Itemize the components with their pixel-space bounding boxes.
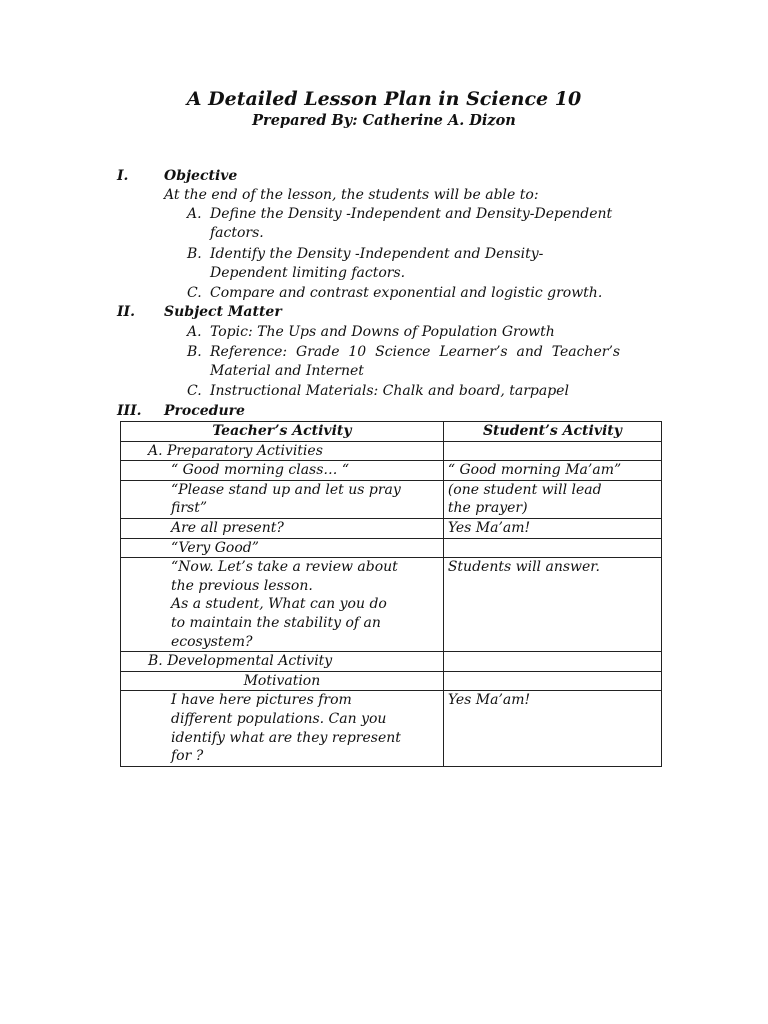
subject-item-line: Reference: Grade 10 Science Learner’s and Teacher’s — [210, 344, 621, 360]
section-heading-subject-matter: Subject Matter — [164, 304, 282, 320]
table-row — [121, 441, 662, 461]
prepared-by: Prepared By: Catherine A. Dizon — [252, 112, 516, 129]
document-title: A Detailed Lesson Plan in Science 10 — [186, 88, 582, 110]
table-header-row — [121, 422, 662, 442]
section-numeral: III. — [117, 403, 142, 419]
student-line: Students will answer. — [447, 559, 600, 576]
table-row — [121, 480, 662, 518]
list-letter: C. — [187, 285, 202, 301]
empty-cell — [443, 671, 661, 691]
student-cell — [443, 480, 661, 518]
empty-cell — [443, 441, 661, 461]
student-activity-header: Student’s Activity — [443, 422, 661, 442]
teacher-cell — [121, 538, 444, 558]
teacher-line: for ? — [171, 748, 204, 765]
table-row — [121, 518, 662, 538]
student-cell — [443, 558, 661, 652]
section-numeral: II. — [117, 304, 135, 320]
objective-item-line: Dependent limiting factors. — [210, 265, 406, 281]
list-letter: C. — [187, 383, 202, 399]
student-line: Yes Ma’am! — [447, 692, 531, 709]
teacher-line: Are all present? — [171, 519, 284, 536]
subject-item-line: Topic: The Ups and Downs of Population Growth — [210, 324, 555, 340]
list-letter: A. — [187, 324, 202, 340]
developmental-activity-label: B. Developmental Activity — [121, 652, 444, 672]
list-letter: B. — [187, 246, 202, 262]
teacher-line: “Very Good” — [171, 539, 259, 556]
section-numeral: I. — [117, 168, 129, 184]
teacher-line: different populations. Can you — [171, 710, 387, 727]
list-letter: A. — [187, 206, 202, 222]
table-row — [121, 691, 662, 766]
table-row — [121, 461, 662, 481]
objective-item-line: Identify the Density -Independent and Density- — [210, 246, 544, 262]
teacher-cell — [121, 518, 444, 538]
table-row — [121, 652, 662, 672]
section-heading-objective: Objective — [164, 168, 238, 184]
list-letter: B. — [187, 344, 202, 360]
procedure-table — [120, 421, 662, 767]
teacher-line: the previous lesson. — [171, 577, 313, 594]
student-line: (one student will lead — [447, 481, 602, 498]
objective-item-line: Define the Density -Independent and Density-Dependent — [210, 206, 613, 222]
student-cell — [443, 691, 661, 766]
table-row — [121, 558, 662, 652]
teacher-cell — [121, 691, 444, 766]
objective-intro: At the end of the lesson, the students will be able to: — [164, 187, 539, 203]
teacher-line: ecosystem? — [171, 633, 253, 650]
preparatory-activities-label: A. Preparatory Activities — [121, 441, 444, 461]
motivation-label: Motivation — [121, 671, 444, 691]
student-cell — [443, 518, 661, 538]
empty-cell — [443, 652, 661, 672]
section-heading-procedure: Procedure — [164, 403, 245, 419]
teacher-cell — [121, 558, 444, 652]
subject-item-line: Instructional Materials: Chalk and board, tarpapel — [210, 383, 569, 399]
table-row — [121, 538, 662, 558]
objective-item-line: factors. — [210, 225, 264, 241]
subject-item-line: Material and Internet — [210, 363, 364, 379]
teacher-cell — [121, 461, 444, 481]
objective-item-line: Compare and contrast exponential and logistic growth. — [210, 285, 603, 301]
teacher-line: “Now. Let’s take a review about — [171, 559, 398, 576]
teacher-line: “Please stand up and let us pray — [171, 481, 401, 498]
teacher-line: first” — [171, 500, 207, 517]
student-cell — [443, 538, 661, 558]
teacher-cell — [121, 480, 444, 518]
student-cell — [443, 461, 661, 481]
table-row — [121, 671, 662, 691]
teacher-line: identify what are they represent — [171, 729, 401, 746]
student-line: “ Good morning Ma’am” — [447, 462, 622, 479]
teacher-line: “ Good morning class… “ — [171, 462, 350, 479]
student-line: the prayer) — [447, 500, 528, 517]
teacher-activity-header: Teacher’s Activity — [121, 422, 444, 442]
student-line: Yes Ma’am! — [447, 519, 531, 536]
teacher-line: to maintain the stability of an — [171, 614, 381, 631]
teacher-line: I have here pictures from — [171, 692, 352, 709]
teacher-line: As a student, What can you do — [171, 596, 387, 613]
